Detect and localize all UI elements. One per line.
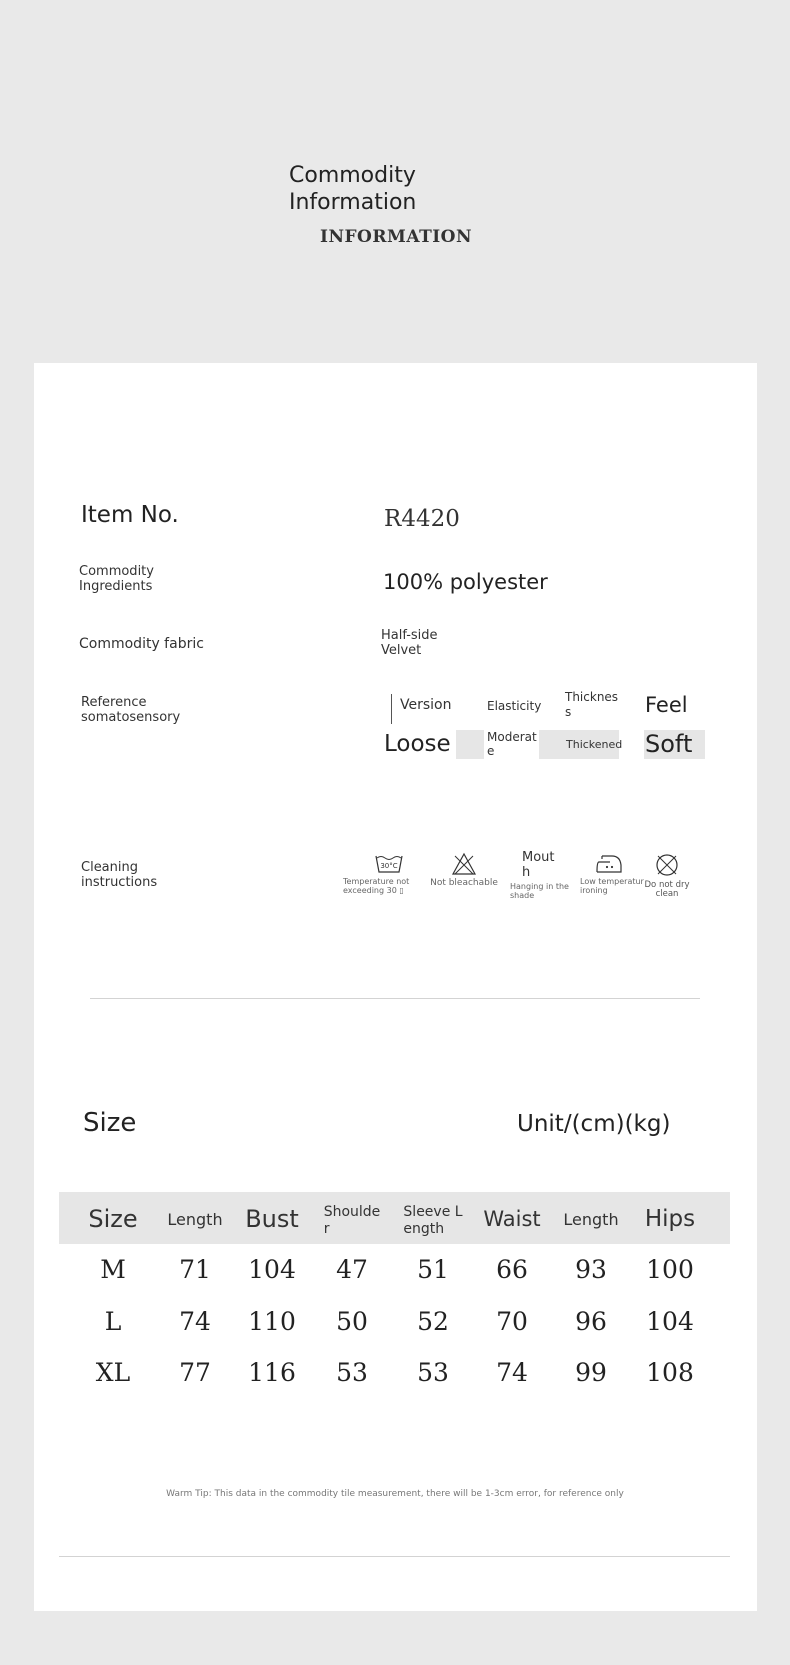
size-table-cell: 52 <box>417 1307 449 1336</box>
size-table-cell: 108 <box>646 1358 694 1387</box>
bottom-divider <box>59 1556 730 1557</box>
size-table-cell: 104 <box>646 1307 694 1336</box>
version-value: Loose <box>384 731 451 757</box>
size-table-cell: 110 <box>248 1307 296 1336</box>
size-table-cell: 70 <box>496 1307 528 1336</box>
page-subtitle: INFORMATION <box>320 227 473 247</box>
size-col-header: Length <box>563 1210 619 1229</box>
cleaning-label: Cleaning instructions <box>81 860 158 890</box>
size-table-cell: 50 <box>336 1307 368 1336</box>
size-table-cell: 77 <box>179 1358 211 1387</box>
size-table-cell: 96 <box>575 1307 607 1336</box>
item-no-label: Item No. <box>81 502 179 528</box>
size-table-cell: 116 <box>248 1358 296 1387</box>
elasticity-name: Elasticity <box>487 699 542 713</box>
size-section-title: Size <box>83 1108 137 1138</box>
size-table-cell: 93 <box>575 1255 607 1284</box>
care-no-bleach: Not bleachable <box>428 852 500 888</box>
fabric-label: Commodity fabric <box>79 636 204 652</box>
size-table-cell: XL <box>95 1358 131 1387</box>
feel-value: Soft <box>645 730 693 758</box>
svg-text:30°C: 30°C <box>380 862 398 870</box>
size-table-cell: 53 <box>336 1358 368 1387</box>
warm-tip: Warm Tip: This data in the commodity tile measurement, there will be 1-3cm error, for reference only <box>166 1489 624 1499</box>
size-col-header: Hips <box>644 1206 696 1232</box>
size-table-cell: 71 <box>179 1255 211 1284</box>
reference-label: Reference somatosensory <box>81 695 181 725</box>
thickness-value: Thickened <box>566 738 623 751</box>
ingredients-label: Commodity Ingredients <box>79 564 154 594</box>
care-low-iron: Low temperatur ironing <box>580 852 644 895</box>
elasticity-value: Moderat e <box>487 730 537 758</box>
care-shade-dry: Hanging in the shade <box>510 882 569 900</box>
size-table-cell: 74 <box>496 1358 528 1387</box>
thickness-name: Thicknes s <box>565 690 619 719</box>
size-col-header: Waist <box>483 1207 541 1231</box>
size-table-cell: 53 <box>417 1358 449 1387</box>
page-title: Commodity Information <box>289 163 417 215</box>
feel-name: Feel <box>645 693 688 717</box>
size-col-header: Length <box>167 1210 223 1229</box>
size-table-cell: M <box>100 1255 126 1284</box>
size-col-header: Size <box>88 1205 138 1233</box>
unit-label: Unit/(cm)(kg) <box>517 1111 671 1137</box>
size-col-header: Shoulde r <box>323 1204 381 1237</box>
size-col-header: Bust <box>245 1205 299 1233</box>
size-table-cell: 51 <box>417 1255 449 1284</box>
item-no-value: R4420 <box>384 506 460 532</box>
size-table-cell: 74 <box>179 1307 211 1336</box>
care-wash-30: 30°C Temperature not exceeding 30 ▯ <box>343 852 433 895</box>
ingredients-value: 100% polyester <box>383 570 548 594</box>
version-name: Version <box>400 697 452 713</box>
size-table-cell: L <box>104 1307 122 1336</box>
size-table-cell: 47 <box>336 1255 368 1284</box>
size-table-cell: 100 <box>646 1255 694 1284</box>
fabric-value: Half-side Velvet <box>381 628 438 658</box>
shade-dry-icon: Mout h <box>522 850 555 880</box>
size-col-header: Sleeve L ength <box>403 1204 463 1237</box>
size-table-cell: 66 <box>496 1255 528 1284</box>
size-table-cell: 104 <box>248 1255 296 1284</box>
care-no-dry-clean: Do not dry clean <box>632 852 702 899</box>
size-table-cell: 99 <box>575 1358 607 1387</box>
